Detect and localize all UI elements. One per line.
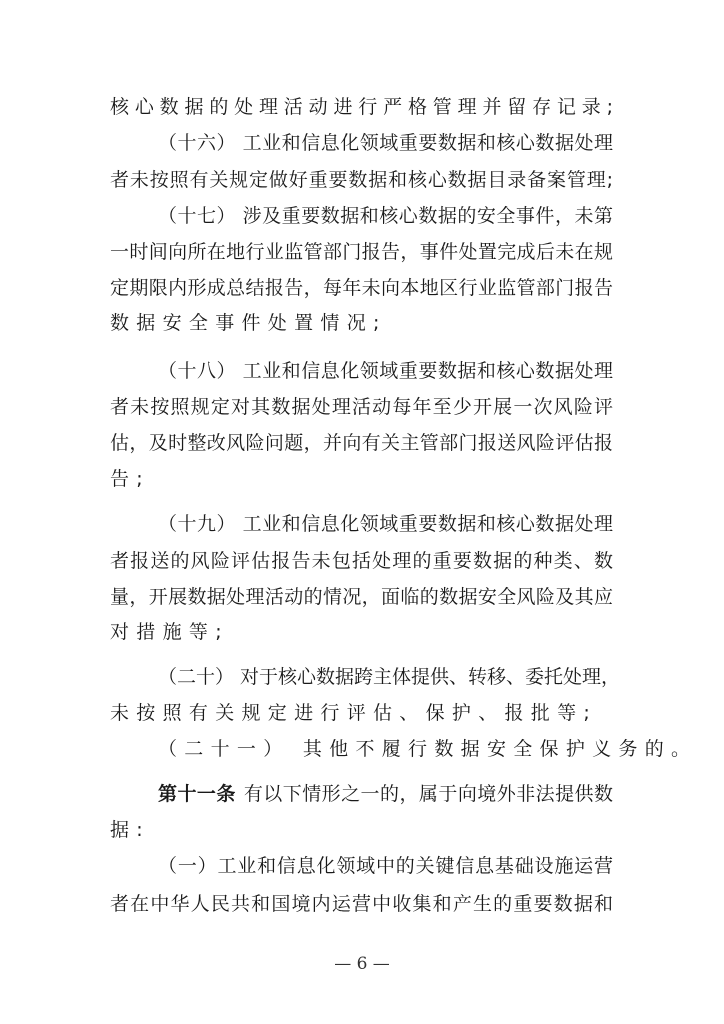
- list-item-20: （二十） 对于核心数据跨主体提供、转移、委托处理，: [158, 666, 621, 688]
- article-11-line: [158, 781, 613, 807]
- list-item-16: （十六） 工业和信息化领域重要数据和核心数据处理: [158, 132, 613, 154]
- text-line: 核心数据的处理活动进行严格管理并留存记录;: [110, 96, 613, 118]
- text-line: 一时间向所在地行业监管部门报告，事件处置完成后未在规: [110, 241, 613, 263]
- article-text: 有以下情形之一的，属于向境外非法提供数: [243, 783, 613, 805]
- list-item-19: （十九） 工业和信息化领域重要数据和核心数据处理: [158, 513, 613, 535]
- text-line: 量，开展数据处理活动的情况，面临的数据安全风险及其应: [110, 586, 613, 608]
- text-line: 对措施等;: [110, 621, 229, 643]
- text-line: 定期限内形成总结报告，每年未向本地区行业监管部门报告: [110, 277, 613, 299]
- text-line: 告;: [110, 468, 151, 490]
- article-heading: 第十一条: [158, 783, 236, 805]
- text-line: 者在中华人民共和国境内运营中收集和产生的重要数据和: [110, 893, 613, 915]
- list-item-18: （十八） 工业和信息化领域重要数据和核心数据处理: [158, 360, 613, 382]
- text-line: 者报送的风险评估报告未包括处理的重要数据的种类、数: [110, 550, 613, 572]
- text-line: 据:: [110, 819, 151, 841]
- text-line: 估，及时整改风险问题，并向有关主管部门报送风险评估报: [110, 432, 613, 454]
- text-line: 数据安全事件处置情况;: [110, 312, 387, 334]
- list-item-17: （十七） 涉及重要数据和核心数据的安全事件，未第: [158, 205, 613, 227]
- list-item-21: （二十一） 其他不履行数据安全保护义务的。: [158, 738, 698, 760]
- text-line: 者未按照有关规定做好重要数据和核心数据目录备案管理;: [110, 169, 613, 191]
- list-item-1: （一）工业和信息化领域中的关键信息基础设施运营: [158, 855, 613, 877]
- page-number: — 6 —: [334, 954, 390, 974]
- text-line: 者未按照规定对其数据处理活动每年至少开展一次风险评: [110, 396, 613, 418]
- text-line: 未按照有关规定进行评估、保护、报批等;: [110, 702, 598, 724]
